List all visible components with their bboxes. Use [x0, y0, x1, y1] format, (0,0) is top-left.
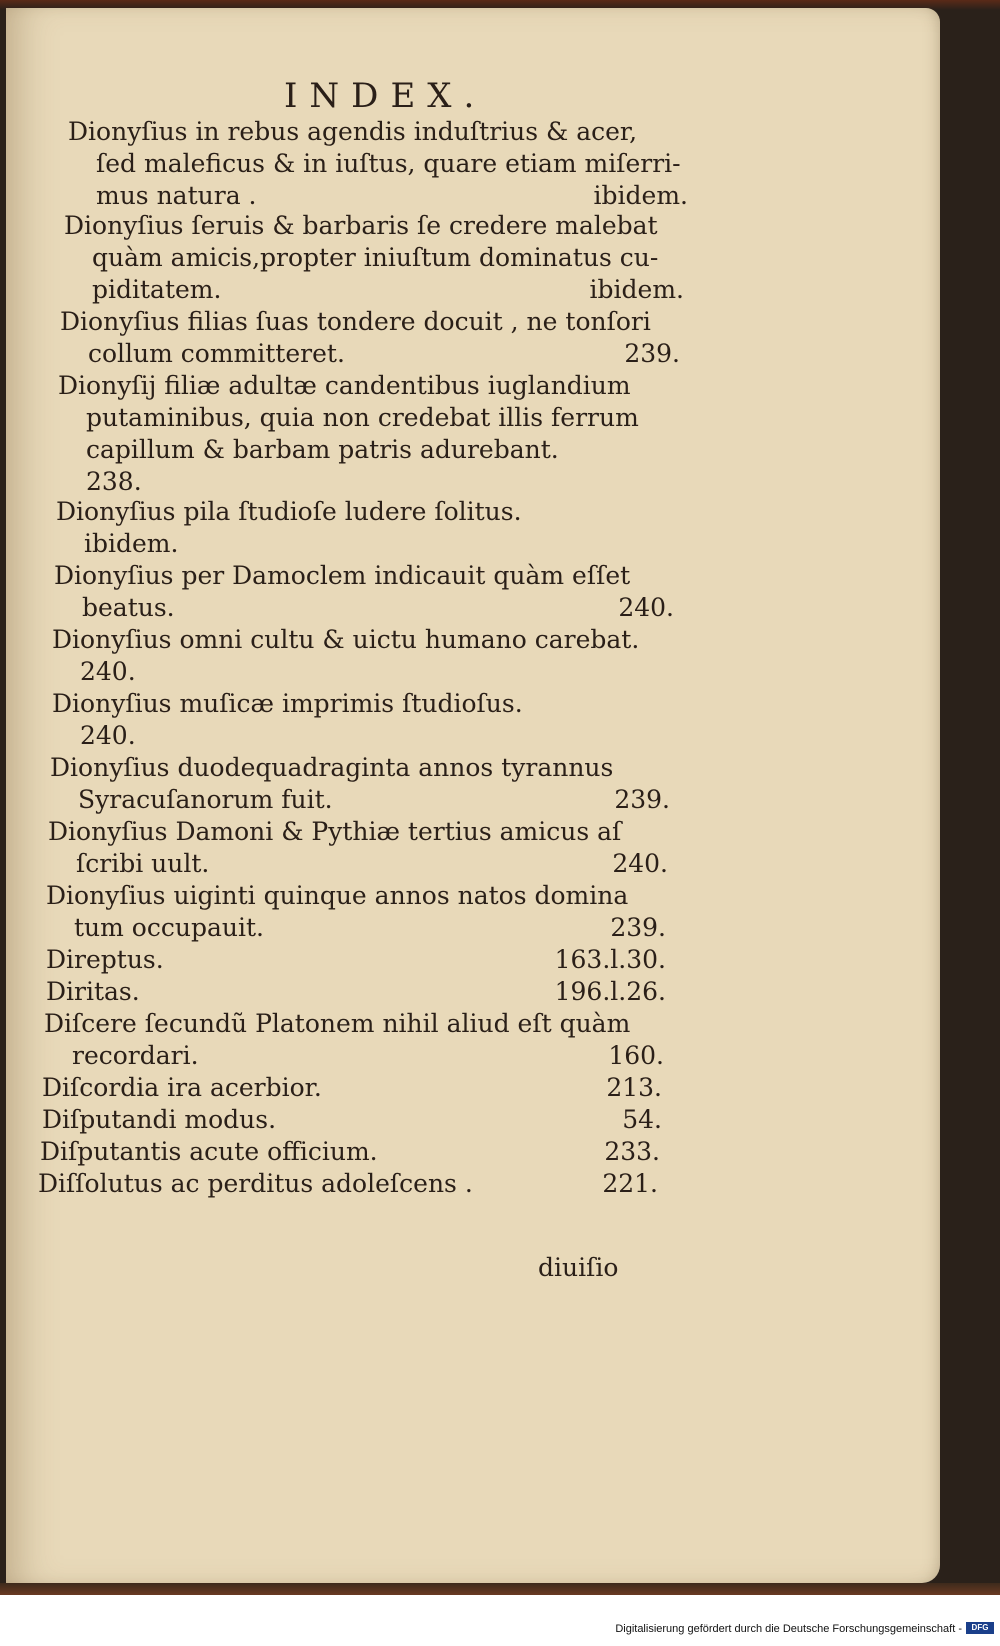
index-entry-text: Dionyſius uiginti quinque annos natos domina	[46, 881, 629, 910]
index-entry-text: Dionyſius ſeruis & barbaris ſe credere malebat	[64, 211, 658, 240]
index-entry-text: Diſſolutus ac perditus adoleſcens .	[38, 1169, 473, 1198]
index-entry-headword	[64, 210, 684, 242]
index-entry-text: Dionyſius duodequadraginta annos tyrannus	[50, 753, 614, 782]
index-entry-text: Dionyſius Damoni & Pythiæ tertius amicus aſ	[48, 817, 622, 846]
index-entry-text: ibidem.	[84, 529, 179, 558]
index-entry-text: 240.	[80, 721, 136, 750]
index-entry-continuation	[58, 402, 678, 434]
index-entry-text: tum occupauit.	[74, 913, 264, 942]
index-entry-headword	[50, 752, 670, 784]
catchword: diuiſio	[538, 1253, 619, 1282]
index-entry-text: ſcribi uult.	[76, 849, 210, 878]
page-reference: 240.	[618, 593, 674, 622]
index-entry-text: piditatem.	[92, 275, 222, 304]
index-entry-continuation	[44, 1040, 664, 1072]
index-entry-text: Diritas.	[46, 977, 140, 1006]
index-entry-continuation	[50, 784, 670, 816]
page-reference: 54.	[622, 1105, 662, 1134]
index-entry-text: ſed maleficus & in iuſtus, quare etiam miſerri-	[96, 149, 681, 178]
dfg-logo: DFG	[966, 1622, 994, 1634]
index-entry	[64, 210, 684, 306]
page-reference: 160.	[608, 1041, 664, 1070]
index-entry-continuation	[52, 720, 672, 752]
index-entry-text: Diſputandi modus.	[42, 1105, 277, 1134]
index-entry-text: mus natura .	[96, 181, 257, 210]
index-entry	[54, 560, 674, 624]
index-entry-headword	[46, 880, 666, 912]
index-entry	[48, 816, 668, 880]
book-bottom-edge	[0, 1583, 1000, 1595]
index-entry-headword	[42, 1072, 662, 1104]
index-entry-continuation	[48, 848, 668, 880]
index-entry-continuation	[54, 592, 674, 624]
page-reference: 239.	[614, 785, 670, 814]
index-entry-text: Dionyſij filiæ adultæ candentibus iuglandium	[58, 371, 631, 400]
index-entry-text: 240.	[80, 657, 136, 686]
page-title: INDEX.	[284, 76, 487, 116]
index-entry-headword	[56, 496, 676, 528]
page-reference: 196.l.26.	[554, 977, 666, 1006]
page-reference: 163.l.30.	[554, 945, 666, 974]
book-page	[6, 8, 940, 1583]
index-entry-headword	[42, 1104, 662, 1136]
index-entry	[42, 1072, 662, 1104]
index-entry-text: Diſcere ſecundũ Platonem nihil aliud eſt quàm	[44, 1009, 631, 1038]
index-entry-headword	[52, 688, 672, 720]
index-entry-text: collum committeret.	[88, 339, 345, 368]
index-entry-text: Dionyſius muſicæ imprimis ſtudioſus.	[52, 689, 523, 718]
index-entry-continuation	[46, 912, 666, 944]
index-entry-continuation	[68, 180, 688, 212]
index-entry-headword	[52, 624, 672, 656]
index-entry	[44, 1008, 664, 1072]
index-entry-text: recordari.	[72, 1041, 199, 1070]
index-entry	[46, 976, 666, 1008]
index-entry-text: Dionyſius omni cultu & uictu humano carebat.	[52, 625, 640, 654]
index-entry-text: Dionyſius in rebus agendis induſtrius & acer,	[68, 117, 638, 146]
index-entry-continuation	[58, 434, 678, 466]
index-entry	[46, 944, 666, 976]
index-entry-continuation	[56, 528, 676, 560]
index-entry-text: Syracuſanorum fuit.	[78, 785, 333, 814]
page-reference: 213.	[606, 1073, 662, 1102]
index-entry-text: putaminibus, quia non credebat illis ferrum	[86, 403, 639, 432]
index-entry-headword	[44, 1008, 664, 1040]
index-entry	[68, 116, 688, 212]
index-entry-text: Dionyſius per Damoclem indicauit quàm eſſet	[54, 561, 631, 590]
index-entry	[58, 370, 678, 498]
page-reference: 221.	[602, 1169, 658, 1198]
page-reference: ibidem.	[593, 181, 688, 210]
digitization-footer	[0, 1595, 1000, 1646]
index-entry-headword	[68, 116, 688, 148]
page-reference: 233.	[604, 1137, 660, 1166]
index-entry	[38, 1168, 658, 1200]
index-entry-headword	[60, 306, 680, 338]
index-entry-headword	[54, 560, 674, 592]
index-entry-text: Diſcordia ira acerbior.	[42, 1073, 322, 1102]
index-entry-text: quàm amicis,propter iniuſtum dominatus cu-	[92, 243, 659, 272]
index-entry-headword	[48, 816, 668, 848]
index-entry-continuation	[52, 656, 672, 688]
page-reference: 240.	[612, 849, 668, 878]
index-entry-headword	[46, 944, 666, 976]
index-entry-continuation	[60, 338, 680, 370]
index-entry-text: Diſputantis acute officium.	[40, 1137, 378, 1166]
index-entry-text: 238.	[86, 467, 142, 496]
index-entry	[56, 496, 676, 560]
index-entry	[52, 688, 672, 752]
footer-credit: Digitalisierung gefördert durch die Deutsche Forschungsgemeinschaft -	[615, 1623, 962, 1635]
index-entry-continuation	[64, 242, 684, 274]
index-entry	[42, 1104, 662, 1136]
page-reference: 239.	[610, 913, 666, 942]
page-reference: 239.	[624, 339, 680, 368]
index-entry-continuation	[68, 148, 688, 180]
index-entry-text: capillum & barbam patris adurebant.	[86, 435, 559, 464]
index-entry	[40, 1136, 660, 1168]
index-entry-text: Dionyſius pila ſtudioſe ludere ſolitus.	[56, 497, 522, 526]
page-reference: ibidem.	[589, 275, 684, 304]
index-entry	[52, 624, 672, 688]
index-entry-headword	[58, 370, 678, 402]
index-entry-headword	[46, 976, 666, 1008]
index-entry-headword	[38, 1168, 658, 1200]
index-entry-continuation	[58, 466, 678, 498]
index-entry	[50, 752, 670, 816]
index-entry-headword	[40, 1136, 660, 1168]
index-entry	[46, 880, 666, 944]
index-entry-text: beatus.	[82, 593, 175, 622]
index-entry	[60, 306, 680, 370]
index-entry-text: Direptus.	[46, 945, 164, 974]
index-entry-continuation	[64, 274, 684, 306]
index-entry-text: Dionyſius filias ſuas tondere docuit , ne tonſori	[60, 307, 651, 336]
